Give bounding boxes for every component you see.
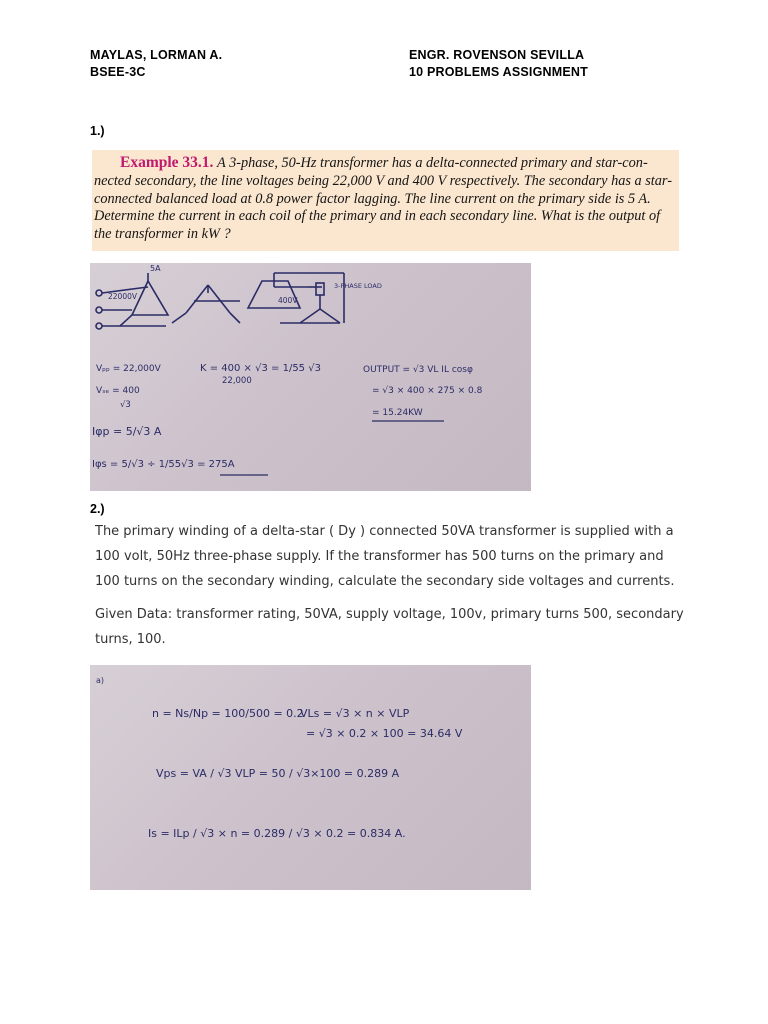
problem-2-line-2: 100 volt, 50Hz three-phase supply. If the transformer has 500 turns on the primary and: [95, 549, 664, 564]
problem-1-handwriting: [90, 263, 531, 491]
problem-2-handwriting: [90, 665, 531, 890]
instructor-name: ENGR. ROVENSON SEVILLA: [409, 48, 585, 62]
problem-2-line-3: 100 turns on the secondary winding, calculate the secondary side voltages and currents.: [95, 574, 675, 589]
hw-output-result: = 15.24KW: [372, 408, 423, 418]
example-line-3: connected balanced load at 0.8 power factor lagging. The line current on the primary side is 5 A.: [94, 190, 651, 207]
hw-output-formula: OUTPUT = √3 VL IL cosφ: [363, 365, 473, 375]
hw-primary-phase-current: Iφp = 5/√3 A: [92, 425, 162, 438]
hw-sqrt3: √3: [120, 400, 131, 410]
hw-output-substitution: = √3 × 400 × 275 × 0.8: [372, 386, 483, 396]
hw-part-a: a): [96, 676, 105, 685]
hw-ratio-k: K = 400 × √3 = 1/55 √3: [200, 363, 321, 374]
hw-ratio-k-denominator: 22,000: [222, 376, 252, 386]
problem-2-statement: [95, 519, 685, 652]
problem-2-line-1: The primary winding of a delta-star ( Dy ) connected 50VA transformer is supplied with a: [95, 524, 674, 539]
hw-secondary-phase-current: Iφs = 5/√3 ÷ 1/55√3 = 275A: [92, 459, 235, 470]
hw-phase-current: Vps = VA / √3 VLP = 50 / √3×100 = 0.289 A: [156, 767, 400, 780]
hw-primary-voltage: 22000V: [108, 292, 137, 301]
hw-secondary-voltage: 400V: [278, 296, 298, 305]
problem-1-textbook-excerpt: [92, 150, 679, 251]
example-line-4: Determine the current in each coil of the primary and in each secondary line. What is the output of: [94, 208, 661, 225]
student-name: MAYLAS, LORMAN A.: [90, 48, 223, 62]
hw-turns-ratio: n = Ns/Np = 100/500 = 0.2: [152, 707, 304, 720]
hw-secondary-current: Is = ILp / √3 × n = 0.289 / √3 × 0.2 = 0.834 A.: [148, 827, 406, 840]
hw-secondary-phase-voltage: Vₛₑ = 400: [96, 386, 140, 396]
problem-2-number: 2.): [90, 502, 105, 516]
hw-load-label: 3-PHASE LOAD: [334, 282, 382, 290]
student-info: [90, 47, 222, 81]
problem-2-given-data: [95, 602, 685, 652]
given-line-1: Given Data: transformer rating, 50VA, supply voltage, 100v, primary turns 500, secondary: [95, 607, 684, 622]
example-title: Example 33.1.: [120, 154, 214, 171]
student-section: BSEE-3C: [90, 65, 146, 79]
hw-current: 5A: [150, 264, 161, 273]
transformer-circuit-sketch: [96, 273, 344, 329]
given-line-2: turns, 100.: [95, 632, 166, 647]
problem-1-number: 1.): [90, 124, 105, 138]
problem-2-handwritten-solution-photo: [90, 665, 531, 890]
course-info: [409, 47, 588, 81]
hw-line-voltage-result: = √3 × 0.2 × 100 = 34.64 V: [306, 727, 463, 740]
hw-primary-phase-voltage: Vₚₚ = 22,000V: [96, 364, 161, 374]
example-line-1: A 3-phase, 50-Hz transformer has a delta-connected primary and star-con-: [217, 155, 648, 171]
problem-1-handwritten-solution-photo: [90, 263, 531, 491]
assignment-title: 10 PROBLEMS ASSIGNMENT: [409, 65, 588, 79]
example-line-2: nected secondary, the line voltages being 22,000 V and 400 V respectively. The secondary has a star-: [94, 172, 672, 189]
example-line-5: the transformer in kW ?: [94, 226, 231, 243]
hw-line-voltage-formula: VLs = √3 × n × VLP: [300, 707, 410, 720]
problem-2-question: [95, 519, 685, 594]
